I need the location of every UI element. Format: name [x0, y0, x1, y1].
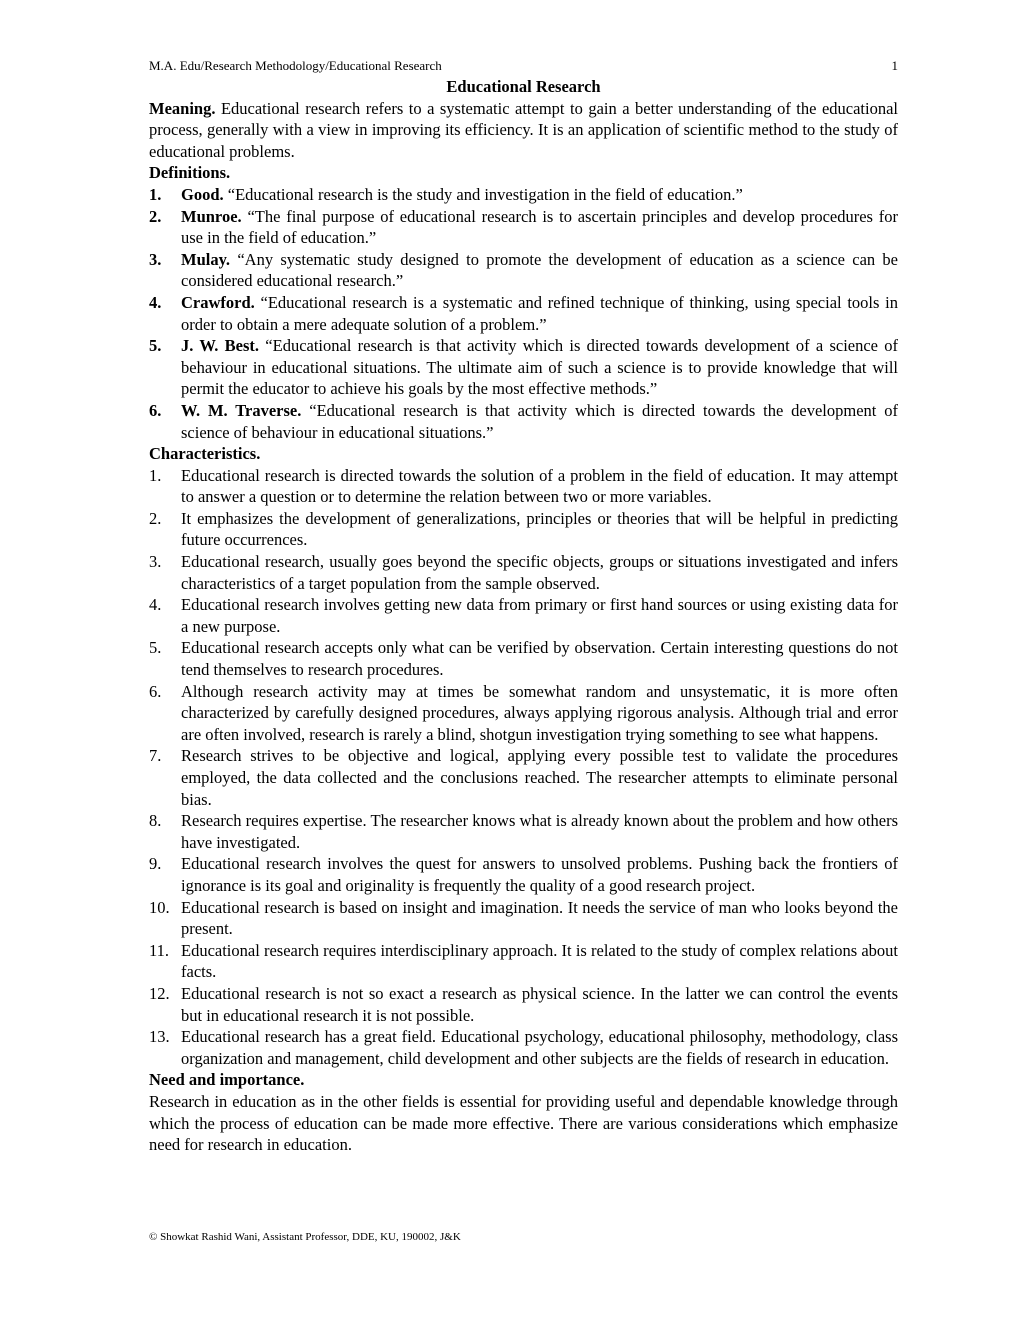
characteristic-number: 3. [149, 552, 162, 572]
characteristic-number: 9. [149, 854, 162, 874]
characteristic-number: 4. [149, 595, 162, 615]
definition-text: “Educational research is that activity which is directed towards development of a science of behaviour in educational situations. The ultimate aim of such a science is to provide knowledge that will permit the educator to achieve his goals by the most effective methods.” [181, 336, 898, 399]
running-header [149, 56, 898, 76]
definition-number: 3. [149, 249, 162, 269]
running-title: M.A. Edu/Research Methodology/Educational Research [149, 58, 442, 73]
characteristic-item [149, 897, 898, 940]
characteristics-list [149, 465, 898, 1070]
characteristic-item [149, 551, 898, 594]
need-heading: Need and importance. [149, 1070, 305, 1090]
definition-author: J. W. Best. [181, 336, 260, 356]
characteristic-text: Educational research is directed towards the solution of a problem in the field of education. It may attempt to answer a question or to determine the relation between two or more variables. [181, 465, 898, 507]
definition-item [149, 206, 898, 249]
characteristic-text: Educational research, usually goes beyond the specific objects, groups or situations investigated and infers characteristics of a target population from the sample observed. [181, 552, 898, 593]
characteristic-text: It emphasizes the development of generalizations, principles or theories that will be helpful in predicting future occurrences. [181, 508, 898, 550]
characteristic-item [149, 594, 898, 637]
definition-number: 1. [149, 184, 162, 204]
document-title: Educational Research [446, 77, 601, 96]
characteristic-number: 12. [149, 983, 170, 1003]
characteristic-number: 10. [149, 897, 170, 917]
definition-item [149, 184, 898, 206]
definition-item [149, 400, 898, 443]
definition-number: 4. [149, 292, 162, 312]
definition-author: W. M. Traverse. [181, 400, 302, 420]
characteristic-text: Educational research involves the quest for answers to unsolved problems. Pushing back the frontiers of ignorance is its goal and originality is frequently the quality of a good research project. [181, 854, 898, 895]
definition-text: “Educational research is a systematic and refined technique of thinking, using special tools in order to obtain a mere adequate solution of a problem.” [181, 292, 898, 334]
characteristic-text: Research strives to be objective and logical, applying every possible test to validate the procedures employed, the data collected and the conclusions reached. The researcher attempts to eliminate personal bias. [181, 746, 898, 809]
characteristic-number: 13. [149, 1027, 170, 1047]
characteristic-item [149, 810, 898, 853]
characteristic-number: 7. [149, 746, 162, 766]
characteristic-number: 8. [149, 811, 162, 831]
characteristic-text: Educational research has a great field. Educational psychology, educational philosophy, methodology, class organization and management, child development and other subjects are the fields of research in education. [181, 1027, 898, 1068]
characteristic-item [149, 983, 898, 1026]
definition-author: Munroe. [181, 206, 242, 226]
characteristic-text: Educational research requires interdisciplinary approach. It is related to the study of complex relations about facts. [181, 940, 898, 982]
characteristic-number: 2. [149, 508, 162, 528]
definition-author: Crawford. [181, 292, 255, 312]
characteristic-item [149, 508, 898, 551]
need-paragraph: Research in education as in the other fields is essential for providing useful and dependable knowledge through which the process of education can be made more effective. There are various considerations which emphasize need for research in education. [149, 1091, 898, 1155]
characteristic-text: Educational research involves getting new data from primary or first hand sources or using existing data for a new purpose. [181, 595, 898, 636]
meaning-label: Meaning. [149, 98, 216, 118]
page-number: 1 [891, 58, 898, 73]
definitions-list [149, 184, 898, 443]
meaning-paragraph [149, 98, 898, 163]
meaning-text: Educational research refers to a systematic attempt to gain a better understanding of the educational process, generally with a view in improving its efficiency. It is an application of scientific method to the study of educational problems. [149, 98, 898, 161]
document-page [149, 56, 898, 1156]
characteristic-item [149, 745, 898, 810]
definition-item [149, 292, 898, 335]
definition-number: 2. [149, 206, 162, 226]
characteristics-heading: Characteristics. [149, 444, 261, 464]
definition-number: 6. [149, 400, 162, 420]
footer-copyright: © Showkat Rashid Wani, Assistant Professor, DDE, KU, 190002, J&K [149, 1231, 461, 1243]
characteristic-item [149, 681, 898, 746]
definition-text: “The final purpose of educational research is to ascertain principles and develop procedures for use in the field of education.” [181, 206, 898, 248]
characteristic-text: Educational research is not so exact a research as physical science. In the latter we can control the events but in educational research it is not possible. [181, 983, 898, 1025]
characteristic-item [149, 853, 898, 896]
characteristic-number: 6. [149, 681, 162, 701]
characteristic-number: 11. [149, 940, 170, 960]
definitions-heading: Definitions. [149, 163, 231, 183]
characteristic-text: Research requires expertise. The researcher knows what is already known about the problem and how others have investigated. [181, 811, 898, 852]
characteristic-number: 5. [149, 638, 162, 658]
definition-item [149, 249, 898, 292]
characteristic-number: 1. [149, 465, 162, 485]
characteristic-item [149, 940, 898, 983]
definition-text: “Educational research is the study and investigation in the field of education.” [223, 184, 743, 204]
characteristic-item [149, 465, 898, 508]
characteristic-text: Educational research is based on insight and imagination. It needs the service of man who looks beyond the present. [181, 897, 898, 939]
definition-item [149, 335, 898, 400]
characteristic-item [149, 1026, 898, 1069]
characteristic-item [149, 637, 898, 680]
definition-text: “Any systematic study designed to promote the development of education as a science can be considered educational research.” [181, 249, 898, 291]
characteristic-text: Educational research accepts only what can be verified by observation. Certain interesting questions do not tend themselves to research procedures. [181, 638, 898, 680]
definition-author: Mulay. [181, 249, 231, 269]
definition-author: Good. [181, 184, 224, 204]
definition-text: “Educational research is that activity which is directed towards the development of science of behaviour in educational situations.” [181, 400, 899, 442]
definition-number: 5. [149, 336, 162, 356]
characteristic-text: Although research activity may at times be somewhat random and unsystematic, it is more often characterized by carefully designed procedures, always applying rigorous analysis. Although trial and error are often involved, research is rarely a blind, shotgun investigation trying something to see what happens. [181, 681, 898, 744]
